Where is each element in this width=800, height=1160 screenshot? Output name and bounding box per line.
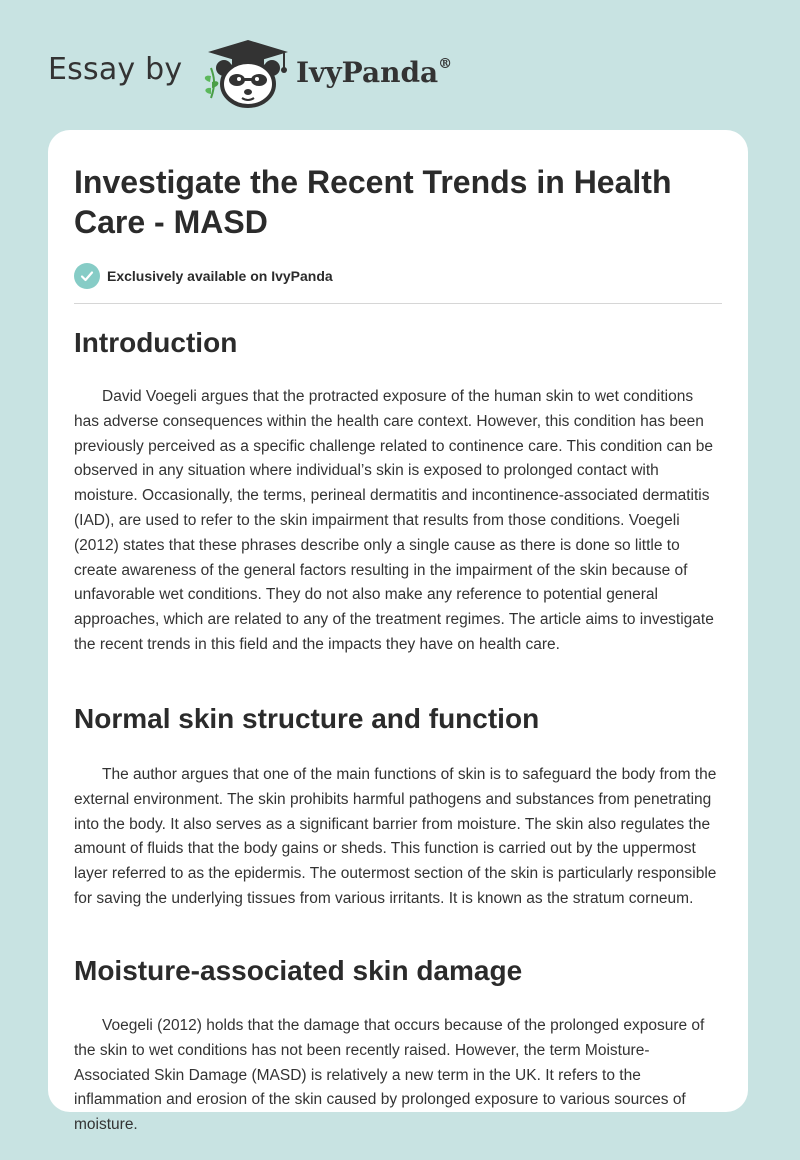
divider [74, 303, 722, 304]
badge-text: Exclusively available on IvyPanda [107, 268, 333, 284]
site-header [0, 0, 800, 130]
brand-name: IvyPanda® [296, 55, 453, 89]
section-paragraph-masd: Voegeli (2012) holds that the damage that occurs because of the prolonged exposure of the skin to wet conditions has not been recently raised. However, the term Moisture-Associated Skin Damage (MASD) is relatively a new term in the UK. It refers to the inflammation and erosion of the skin caused by prolonged exposure to various sources of moisture. [74, 1017, 705, 1134]
essay-card [48, 130, 748, 1134]
section-heading-normal-skin: Normal skin structure and function [74, 703, 540, 734]
section-heading-introduction: Introduction [74, 327, 238, 358]
section-heading-masd: Moisture-associated skin damage [74, 955, 523, 986]
panda-logo-icon [204, 38, 292, 110]
page-title: Investigate the Recent Trends in Health Care - MASD [74, 164, 672, 240]
essay-by-label: Essay by [48, 52, 183, 87]
section-paragraph-normal-skin: The author argues that one of the main functions of skin is to safeguard the body from the external environment. The skin prohibits harmful pathogens and substances from penetrating into the body. It also serves as a significant barrier from moisture. The skin also regulates the amount of fluids that the body gains or sheds. This function is carried out by the uppermost layer referred to as the epidermis. The outermost section of the skin is particularly responsible for saving the underlying tissues from various irritants. It is known as the stratum corneum. [74, 766, 717, 907]
section-paragraph-introduction: David Voegeli argues that the protracted exposure of the human skin to wet conditions has adverse consequences within the health care context. However, this condition has been previously perceived as a specific challenge related to continence care. This condition can be observed in any situation where individual’s skin is exposed to prolonged contact with moisture. Occasionally, the terms, perineal dermatitis and incontinence-associated dermatitis (IAD), are used to refer to the skin impairment that results from those conditions. Voegeli (2012) states that these phrases describe only a single cause as there is done so little to create awareness of the general factors resulting in the impairment of the skin because of unfavorable wet conditions. They do not also make any reference to potential general approaches, which are related to any of the treatment regimes. The article aims to investigate the recent trends in this field and the impacts they have on health care. [74, 388, 714, 653]
exclusive-badge [74, 263, 333, 289]
check-icon [74, 263, 100, 289]
